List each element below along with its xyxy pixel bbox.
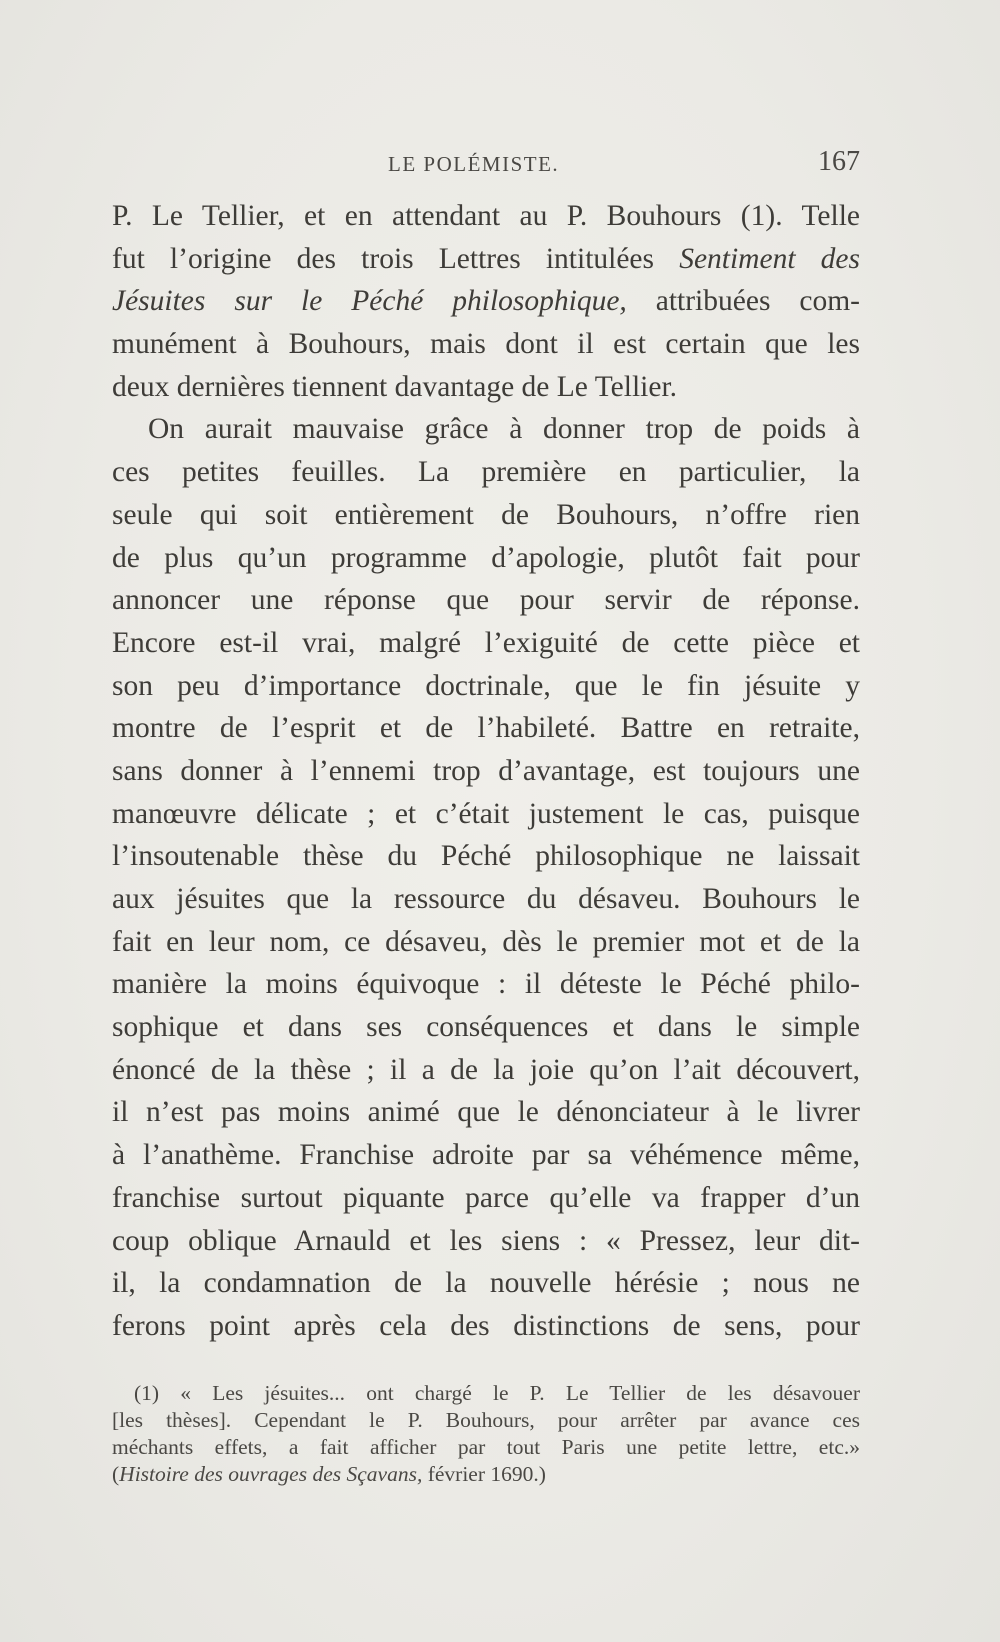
text-line: ferons point après cela des distinctions de sens, pour bbox=[112, 1309, 860, 1342]
text-line: sans donner à l’ennemi trop d’avantage, est toujours une bbox=[112, 754, 860, 787]
text-fragment: février 1690.) bbox=[422, 1462, 546, 1486]
text-line bbox=[112, 238, 860, 281]
text-line: annoncer une réponse que pour servir de réponse. bbox=[112, 584, 860, 617]
footnote-line bbox=[112, 1461, 860, 1488]
footnote bbox=[112, 1380, 860, 1488]
footnote-line: [les thèses]. Cependant le P. Bouhours, pour arrêter par avance ces bbox=[112, 1408, 860, 1432]
text-line: coup oblique Arnauld et les siens : « Pressez, leur dit- bbox=[112, 1224, 860, 1257]
text-line: il, la condamnation de la nouvelle hérésie ; nous ne bbox=[112, 1267, 860, 1300]
text-line: montre de l’esprit et de l’habileté. Battre en retraite, bbox=[112, 712, 860, 745]
italic-title-fragment: Sentiment des bbox=[679, 242, 861, 275]
text-line: aux jésuites que la ressource du désaveu. Bouhours le bbox=[112, 883, 860, 915]
text-line: fait en leur nom, ce désaveu, dès le premier mot et de la bbox=[112, 925, 860, 958]
text-line: sophique et dans ses conséquences et dans le simple bbox=[112, 1011, 860, 1044]
text-line: manœuvre délicate ; et c’était justement le cas, puisque bbox=[112, 797, 860, 830]
text-fragment: attribuées com- bbox=[626, 285, 860, 318]
text-line: deux dernières tiennent davantage de Le Tellier. bbox=[112, 370, 678, 403]
italic-title-fragment: Jésuites sur le Péché philosophique, bbox=[112, 285, 627, 318]
text-line: P. Le Tellier, et en attendant au P. Bouhours (1). Telle bbox=[112, 200, 860, 232]
body-text bbox=[112, 195, 860, 1348]
page-header bbox=[112, 146, 860, 192]
page-number: 167 bbox=[818, 146, 860, 177]
footnote-line: (1) « Les jésuites... ont chargé le P. Le Tellier de les désavouer bbox=[134, 1381, 860, 1405]
footnote-line: méchants effets, a fait afficher par tout Paris une petite lettre, etc.» bbox=[112, 1435, 860, 1459]
text-line bbox=[112, 280, 860, 323]
text-line: munément à Bouhours, mais dont il est certain que les bbox=[112, 328, 860, 361]
text-line: il n’est pas moins animé que le dénonciateur à le livrer bbox=[112, 1096, 860, 1129]
running-title: LE POLÉMISTE. bbox=[388, 152, 560, 176]
text-fragment: fut l’origine des trois Lettres intitulées bbox=[112, 242, 680, 275]
text-line: l’insoutenable thèse du Péché philosophique ne laissait bbox=[112, 840, 860, 873]
text-line: seule qui soit entièrement de Bouhours, n’offre rien bbox=[112, 498, 860, 531]
text-line: énoncé de la thèse ; il a de la joie qu’on l’ait découvert, bbox=[112, 1053, 860, 1086]
text-fragment: ( bbox=[112, 1462, 120, 1486]
text-line: franchise surtout piquante parce qu’elle va frapper d’un bbox=[112, 1181, 860, 1214]
text-line: son peu d’importance doctrinale, que le fin jésuite y bbox=[112, 669, 860, 702]
text-line: de plus qu’un programme d’apologie, plutôt fait pour bbox=[112, 541, 860, 574]
text-line: ces petites feuilles. La première en particulier, la bbox=[112, 456, 860, 489]
text-line: à l’anathème. Franchise adroite par sa véhémence même, bbox=[112, 1139, 860, 1172]
text-line: Encore est-il vrai, malgré l’exiguité de cette pièce et bbox=[112, 626, 860, 659]
text-line: On aurait mauvaise grâce à donner trop de poids à bbox=[148, 413, 860, 446]
italic-title-fragment: Histoire des ouvrages des Sçavans, bbox=[119, 1462, 423, 1486]
text-line: manière la moins équivoque : il déteste le Péché philo- bbox=[112, 968, 860, 1001]
